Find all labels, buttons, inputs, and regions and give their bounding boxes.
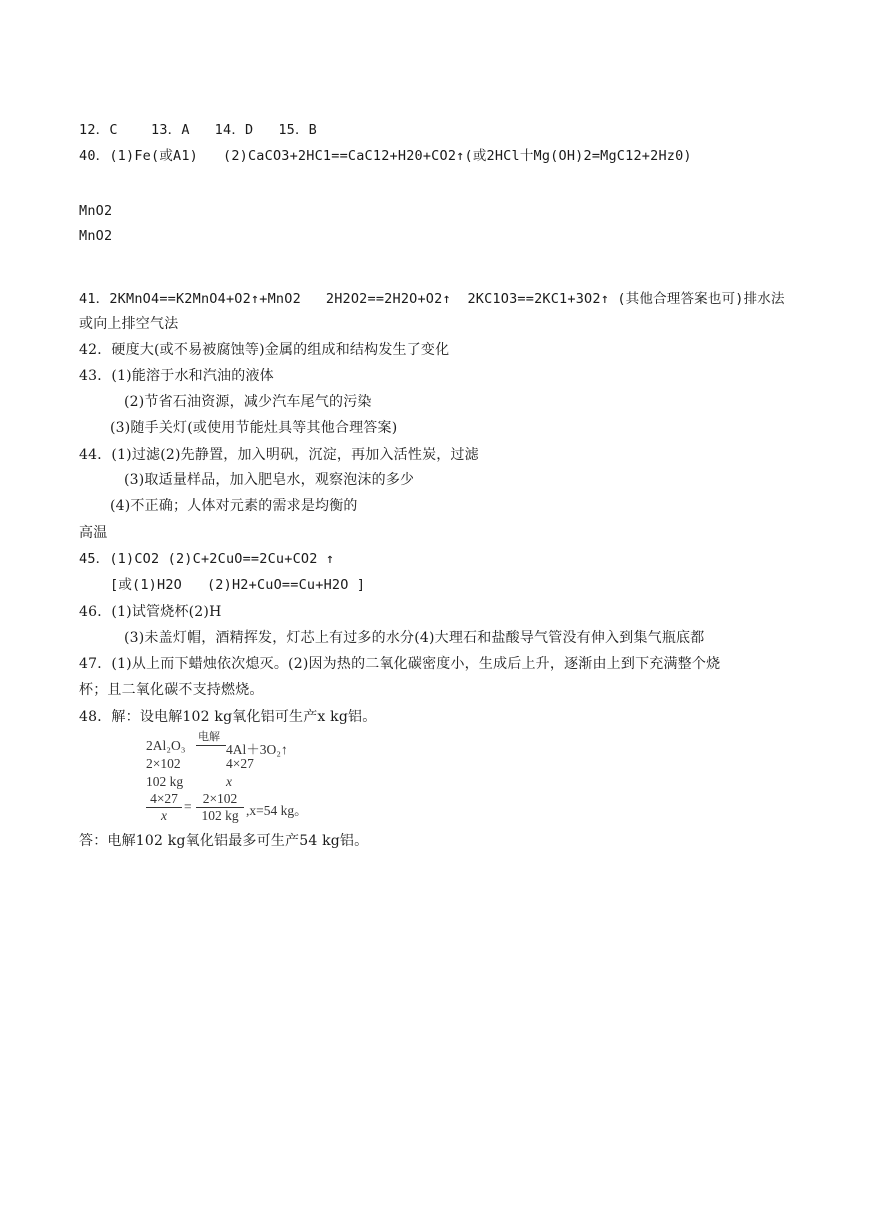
answer-41: 41．2KMnO4==K2MnO4+O2↑+MnO2 2H2O2==2H2O+O2↑ 2KC1O3==2KC1+3O2↑ (其他合理答案也可)排水法 — [79, 291, 785, 307]
answer-46-3: (3)未盖灯帽，酒精挥发，灯芯上有过多的水分(4)大理石和盐酸导气管没有伸入到集气瓶底都 — [124, 630, 705, 646]
answer-44-3: (3)取适量样品，加入肥皂水，观察泡沫的多少 — [124, 472, 415, 488]
answer-43-2: (2)节省石油资源，减少汽车尾气的污染 — [124, 394, 372, 410]
answer-45-alt: [或(1)H2O (2)H2+CuO==Cu+H2O ] — [110, 577, 366, 593]
result-value: ,x=54 kg。 — [246, 803, 308, 818]
molar-mass-right: 4×27 — [226, 756, 254, 771]
reaction-condition: 电解 — [198, 731, 220, 743]
catalyst-label-2: MnO2 — [79, 228, 113, 244]
answer-40: 40．(1)Fe(或A1) (2)CaCO3+2HC1==CaC12+H20+CO2↑(或2HCl十Mg(OH)2=MgC12+2Hz0) — [79, 148, 692, 164]
reaction-product: 4Al＋3O₂↑ — [226, 742, 288, 757]
reaction-reactant: 2Al₂O₃ — [146, 738, 186, 753]
answer-48-conclusion: 答：电解102 kg氧化铝最多可生产54 kg铝。 — [79, 833, 369, 849]
answer-46-1: 46．(1)试管烧杯(2)H — [79, 604, 222, 620]
quantity-left: 102 kg — [146, 774, 184, 789]
calculation-image — [146, 733, 386, 821]
answer-47-cont: 杯；且二氧化碳不支持燃烧。 — [79, 682, 264, 698]
answer-44-1: 44．(1)过滤(2)先静置，加入明矾，沉淀，再加入活性炭，过滤 — [79, 447, 479, 463]
answer-47: 47．(1)从上而下蜡烛依次熄灭。(2)因为热的二氧化碳密度小，生成后上升，逐渐由上到下充满整个烧 — [79, 656, 721, 672]
answer-41-cont: 或向上排空气法 — [79, 316, 179, 332]
answer-43-3: (3)随手关灯(或使用节能灶具等其他合理答案) — [110, 420, 398, 436]
quantity-right: x — [226, 774, 232, 789]
fraction-1 — [146, 791, 182, 824]
answer-42: 42．硬度大(或不易被腐蚀等)金属的组成和结构发生了变化 — [79, 342, 450, 358]
equals-sign: = — [184, 799, 192, 814]
answer-45: 45．(1)CO2 (2)C+2CuO==2Cu+CO2 ↑ — [79, 551, 335, 567]
answer-44-4: (4)不正确；人体对元素的需求是均衡的 — [110, 498, 358, 514]
answers-12-15: 12．C 13．A 14．D 15．B — [79, 122, 318, 138]
answer-43-1: 43．(1)能溶于水和汽油的液体 — [79, 368, 274, 384]
fraction-2 — [196, 791, 244, 824]
fraction-1-numerator: 4×27 — [150, 791, 178, 806]
reaction-arrow-line — [196, 745, 226, 746]
molar-mass-left: 2×102 — [146, 756, 181, 771]
condition-label: 高温 — [79, 525, 108, 541]
fraction-2-numerator: 2×102 — [202, 791, 238, 806]
catalyst-label-1: MnO2 — [79, 203, 113, 219]
fraction-1-denominator: x — [146, 807, 182, 824]
fraction-2-denominator: 102 kg — [196, 807, 244, 824]
answer-48-setup: 48．解：设电解102 kg氧化铝可生产x kg铝。 — [79, 709, 377, 725]
